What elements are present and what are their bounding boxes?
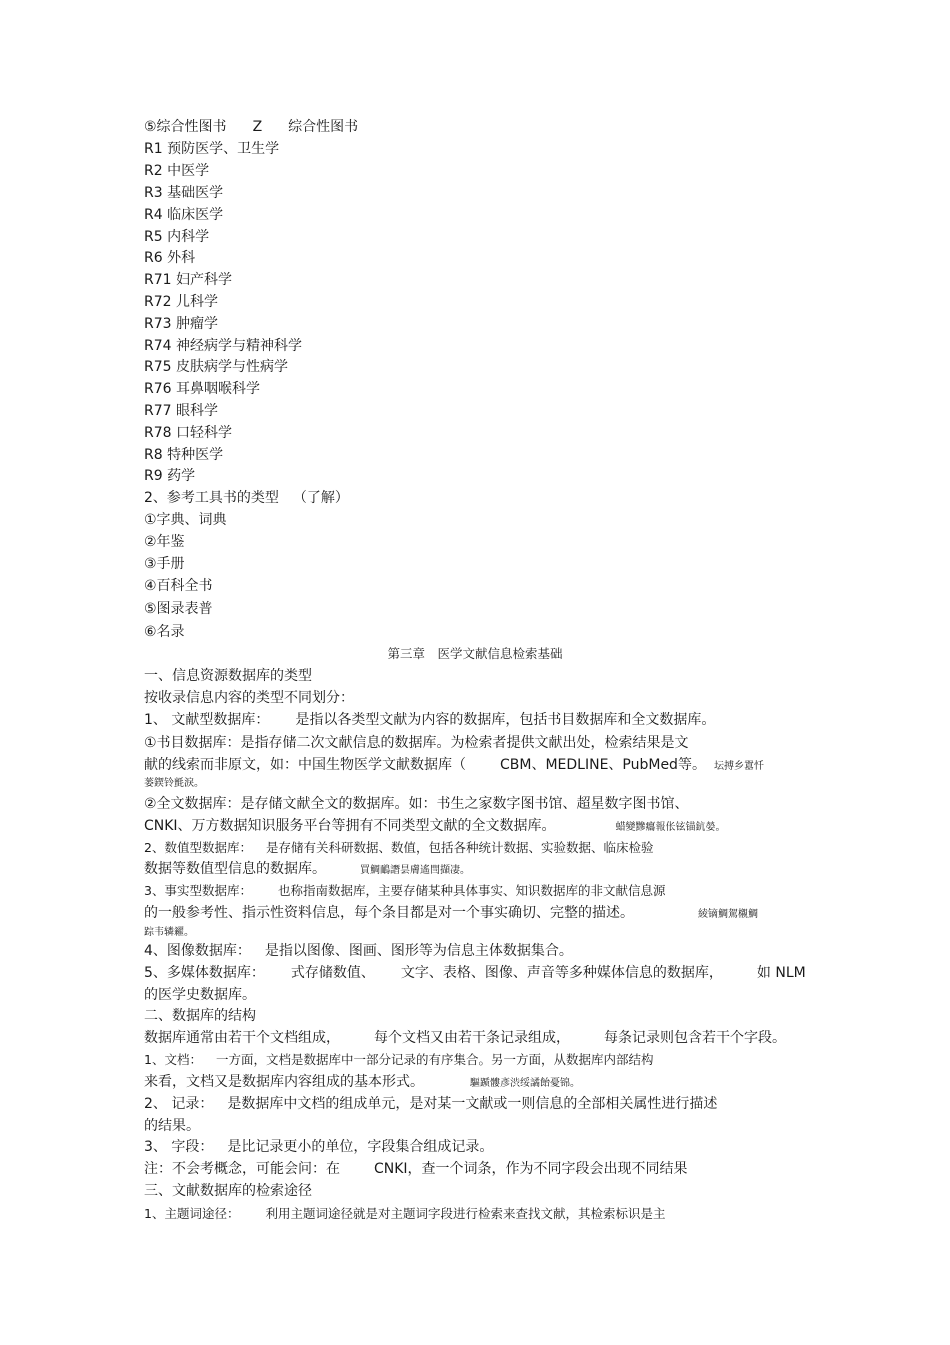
text-line: 的结果。 bbox=[144, 1118, 200, 1134]
text-line: ⑥名录 bbox=[144, 624, 185, 640]
section-heading: 三、文献数据库的检索途径 bbox=[144, 1183, 312, 1199]
text-line: R4 临床医学 bbox=[144, 207, 224, 223]
text-line: 来看，文档又是数据库内容组成的基本形式。 驅踬髏彥渋绥譎飴憂锦。 bbox=[144, 1074, 580, 1090]
text-line: ③手册 bbox=[144, 556, 185, 572]
text-line: R78 口轻科学 bbox=[144, 425, 232, 441]
text-line: R74 神经病学与精神科学 bbox=[144, 338, 302, 354]
section-heading: 2、参考工具书的类型 （了解） bbox=[144, 490, 349, 506]
text-line: 的一般参考性、指示性资料信息，每个条目都是对一个事实确切、完整的描述。 綾镝鯛駕櫬鯛 bbox=[144, 905, 758, 921]
chapter-title: 第三章 医学文献信息检索基础 bbox=[387, 646, 563, 661]
text-line: R2 中医学 bbox=[144, 163, 210, 179]
text-line: R71 妇产科学 bbox=[144, 272, 232, 288]
text-line: R75 皮肤病学与性病学 bbox=[144, 359, 288, 375]
text-line: R9 药学 bbox=[144, 468, 196, 484]
text-line: CNKI、万方数据知识服务平台等拥有不同类型文献的全文数据库。 蜡變黲癟報伥铉锚鈧嫈。 bbox=[144, 818, 726, 834]
text-line: R3 基础医学 bbox=[144, 185, 224, 201]
section-heading: 一、信息资源数据库的类型 bbox=[144, 668, 312, 684]
text-line: ⑤综合性图书 Z 综合性图书 bbox=[144, 119, 359, 135]
text-line: 蒌鍥铃氈淚。 bbox=[144, 778, 204, 789]
text-line: 数据等数值型信息的数据库。 買鯛鴯譖昙膚遙閆擷凄。 bbox=[144, 861, 470, 877]
text-line: 2、 记录： 是数据库中文档的组成单元，是对某一文献或一则信息的全部相关属性进行描述 bbox=[144, 1096, 718, 1112]
text-line: 1、主题词途径： 利用主题词途径就是对主题词字段进行检索来查找文献，其检索标识是主 bbox=[144, 1206, 666, 1221]
text-line: ①书目数据库：是指存储二次文献信息的数据库。为检索者提供文献出处，检索结果是文 bbox=[144, 735, 689, 751]
text-line: 3、 字段： 是比记录更小的单位，字段集合组成记录。 bbox=[144, 1139, 494, 1155]
text-line: R76 耳鼻咽喉科学 bbox=[144, 381, 260, 397]
text-line: 5、多媒体数据库： 式存储数值、 文字、表格、图像、声音等多种媒体信息的数据库， 如 NLM bbox=[144, 965, 806, 981]
text-line: R8 特种医学 bbox=[144, 447, 224, 463]
text-line: 数据库通常由若干个文档组成， 每个文档又由若干条记录组成， 每条记录则包含若干个字段。 bbox=[144, 1030, 786, 1046]
text-line: 踪韦辚糴。 bbox=[144, 927, 194, 938]
text-line: 的医学史数据库。 bbox=[144, 987, 256, 1003]
text-line: ④百科全书 bbox=[144, 578, 213, 594]
note-line: 注：不会考概念，可能会问：在 CNKI，查一个词条，作为不同字段会出现不同结果 bbox=[144, 1161, 688, 1177]
text-line: R77 眼科学 bbox=[144, 403, 218, 419]
text-line: R72 儿科学 bbox=[144, 294, 218, 310]
text-line: 献的线索而非原文，如：中国生物医学文献数据库（ CBM、MEDLINE、PubMed等。 坛搏乡囂忏 bbox=[144, 757, 764, 773]
text-line: R1 预防医学、卫生学 bbox=[144, 141, 280, 157]
text-line: 1、 文献型数据库： 是指以各类型文献为内容的数据库，包括书目数据库和全文数据库。 bbox=[144, 712, 716, 728]
text-line: R73 肿瘤学 bbox=[144, 316, 218, 332]
text-line: ①字典、词典 bbox=[144, 512, 227, 528]
text-line: 按收录信息内容的类型不同划分： bbox=[144, 690, 354, 706]
text-line: 4、图像数据库： 是指以图像、图画、图形等为信息主体数据集合。 bbox=[144, 943, 573, 959]
text-line: 2、数值型数据库： 是存储有关科研数据、数值，包括各种统计数据、实验数据、临床检验 bbox=[144, 840, 654, 855]
text-line: 1、文档： 一方面，文档是数据库中一部分记录的有序集合。另一方面，从数据库内部结构 bbox=[144, 1052, 654, 1067]
text-line: 3、事实型数据库： 也称指南数据库，主要存储某种具体事实、知识数据库的非文献信息源 bbox=[144, 883, 666, 898]
text-line: R5 内科学 bbox=[144, 229, 210, 245]
text-line: R6 外科 bbox=[144, 250, 196, 266]
text-line: ②年鉴 bbox=[144, 534, 185, 550]
text-line: ②全文数据库：是存储文献全文的数据库。如：书生之家数字图书馆、超星数字图书馆、 bbox=[144, 796, 689, 812]
text-line: ⑤图录表普 bbox=[144, 601, 213, 617]
section-heading: 二、数据库的结构 bbox=[144, 1008, 256, 1024]
